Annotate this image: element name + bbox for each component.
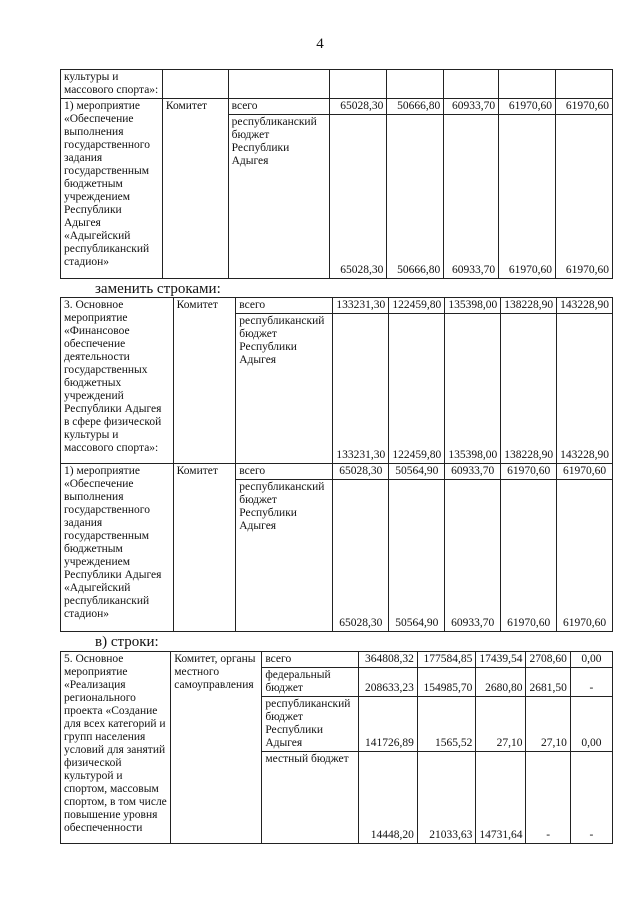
value-cell: 61970,60 xyxy=(557,464,613,480)
value-cell: 2708,60 xyxy=(526,652,570,668)
budget-table-original xyxy=(60,69,613,279)
value-cell: 133231,30 xyxy=(333,314,389,464)
value-cell: - xyxy=(570,752,612,844)
value-cell: 2680,80 xyxy=(476,668,526,697)
value-cell: 61970,60 xyxy=(557,480,613,632)
event-name-cell: 3. Основное мероприятие «Финансовое обеспечение деятельности государственных бюджетных учреждений Республики Адыгея в сфере физической культуры и массового спорта»: xyxy=(61,298,174,464)
heading-rows: в) строки: xyxy=(95,634,159,650)
value-cell: 27,10 xyxy=(526,697,570,752)
table-row xyxy=(61,652,613,668)
value-cell: 50564,90 xyxy=(389,480,445,632)
value-cell: 65028,30 xyxy=(330,115,387,279)
value-cell: 143228,90 xyxy=(557,314,613,464)
value-cell: 364808,32 xyxy=(359,652,417,668)
executor-cell: Комитет xyxy=(173,298,236,464)
value-cell: 65028,30 xyxy=(330,99,387,115)
value-cell: 65028,30 xyxy=(333,464,389,480)
event-name-cell: 1) мероприятие «Обеспечение выполнения государственного задания государственным бюджетным учреждением Республики Адыгея «Адыгейский республиканский стадион» xyxy=(61,99,163,279)
value-cell: 21033,63 xyxy=(417,752,475,844)
value-cell: - xyxy=(570,668,612,697)
source-cell: республиканский бюджет Республики Адыгея xyxy=(236,314,333,464)
source-cell: республиканский бюджет Республики Адыгея xyxy=(228,115,330,279)
page-number: 4 xyxy=(316,36,324,52)
source-cell: всего xyxy=(236,298,333,314)
source-cell: федеральный бюджет xyxy=(262,668,359,697)
value-cell: 135398,00 xyxy=(445,298,501,314)
heading-replace: заменить строками: xyxy=(95,281,221,297)
event-name-cell: 1) мероприятие «Обеспечение выполнения государственного задания государственным бюджетным учреждением Республики Адыгея «Адыгейский республиканский стадион» xyxy=(61,464,174,632)
table-row xyxy=(61,464,613,480)
value-cell: 61970,60 xyxy=(556,115,613,279)
value-cell: 138228,90 xyxy=(501,298,557,314)
executor-cell: Комитет xyxy=(173,464,236,632)
value-cell: 141726,89 xyxy=(359,697,417,752)
value-cell: 1565,52 xyxy=(417,697,475,752)
value-cell: 60933,70 xyxy=(445,464,501,480)
value-cell: 122459,80 xyxy=(389,298,445,314)
source-cell: всего xyxy=(236,464,333,480)
source-cell: местный бюджет xyxy=(262,752,359,844)
value-cell: 50564,90 xyxy=(389,464,445,480)
source-cell: всего xyxy=(228,99,330,115)
value-cell: 154985,70 xyxy=(417,668,475,697)
value-cell: 50666,80 xyxy=(387,115,444,279)
value-cell: 0,00 xyxy=(570,652,612,668)
value-cell: 50666,80 xyxy=(387,99,444,115)
value-cell: 61970,60 xyxy=(499,115,556,279)
value-cell: 61970,60 xyxy=(556,99,613,115)
value-cell: 61970,60 xyxy=(501,464,557,480)
source-cell: республиканский бюджет Республики Адыгея xyxy=(236,480,333,632)
value-cell: 208633,23 xyxy=(359,668,417,697)
source-cell: республиканский бюджет Республики Адыгея xyxy=(262,697,359,752)
value-cell: 60933,70 xyxy=(444,99,499,115)
value-cell: 17439,54 xyxy=(476,652,526,668)
value-cell: 138228,90 xyxy=(501,314,557,464)
value-cell: 61970,60 xyxy=(501,480,557,632)
budget-table-replacement xyxy=(60,297,613,632)
executor-cell: Комитет xyxy=(162,99,228,279)
value-cell: 0,00 xyxy=(570,697,612,752)
table-row xyxy=(61,99,613,115)
value-cell: 14731,64 xyxy=(476,752,526,844)
value-cell: 14448,20 xyxy=(359,752,417,844)
value-cell: 135398,00 xyxy=(445,314,501,464)
value-cell: 65028,30 xyxy=(333,480,389,632)
value-cell: 177584,85 xyxy=(417,652,475,668)
value-cell: 133231,30 xyxy=(333,298,389,314)
table-row xyxy=(61,298,613,314)
value-cell: 143228,90 xyxy=(557,298,613,314)
value-cell: 2681,50 xyxy=(526,668,570,697)
executor-cell: Комитет, органы местного самоуправления xyxy=(171,652,262,844)
value-cell: 60933,70 xyxy=(444,115,499,279)
value-cell: - xyxy=(526,752,570,844)
value-cell: 60933,70 xyxy=(445,480,501,632)
event-name-cell: культуры и массового спорта»: xyxy=(61,70,163,99)
table-row xyxy=(61,70,613,99)
value-cell: 61970,60 xyxy=(499,99,556,115)
event-name-cell: 5. Основное мероприятие «Реализация регионального проекта «Создание для всех категорий и групп населения условий для занятий физической культурой и спортом, массовым спортом, в том числе повышение уровня обеспеченности xyxy=(61,652,171,844)
value-cell: 122459,80 xyxy=(389,314,445,464)
value-cell: 27,10 xyxy=(476,697,526,752)
source-cell: всего xyxy=(262,652,359,668)
budget-table-new-rows xyxy=(60,651,613,844)
